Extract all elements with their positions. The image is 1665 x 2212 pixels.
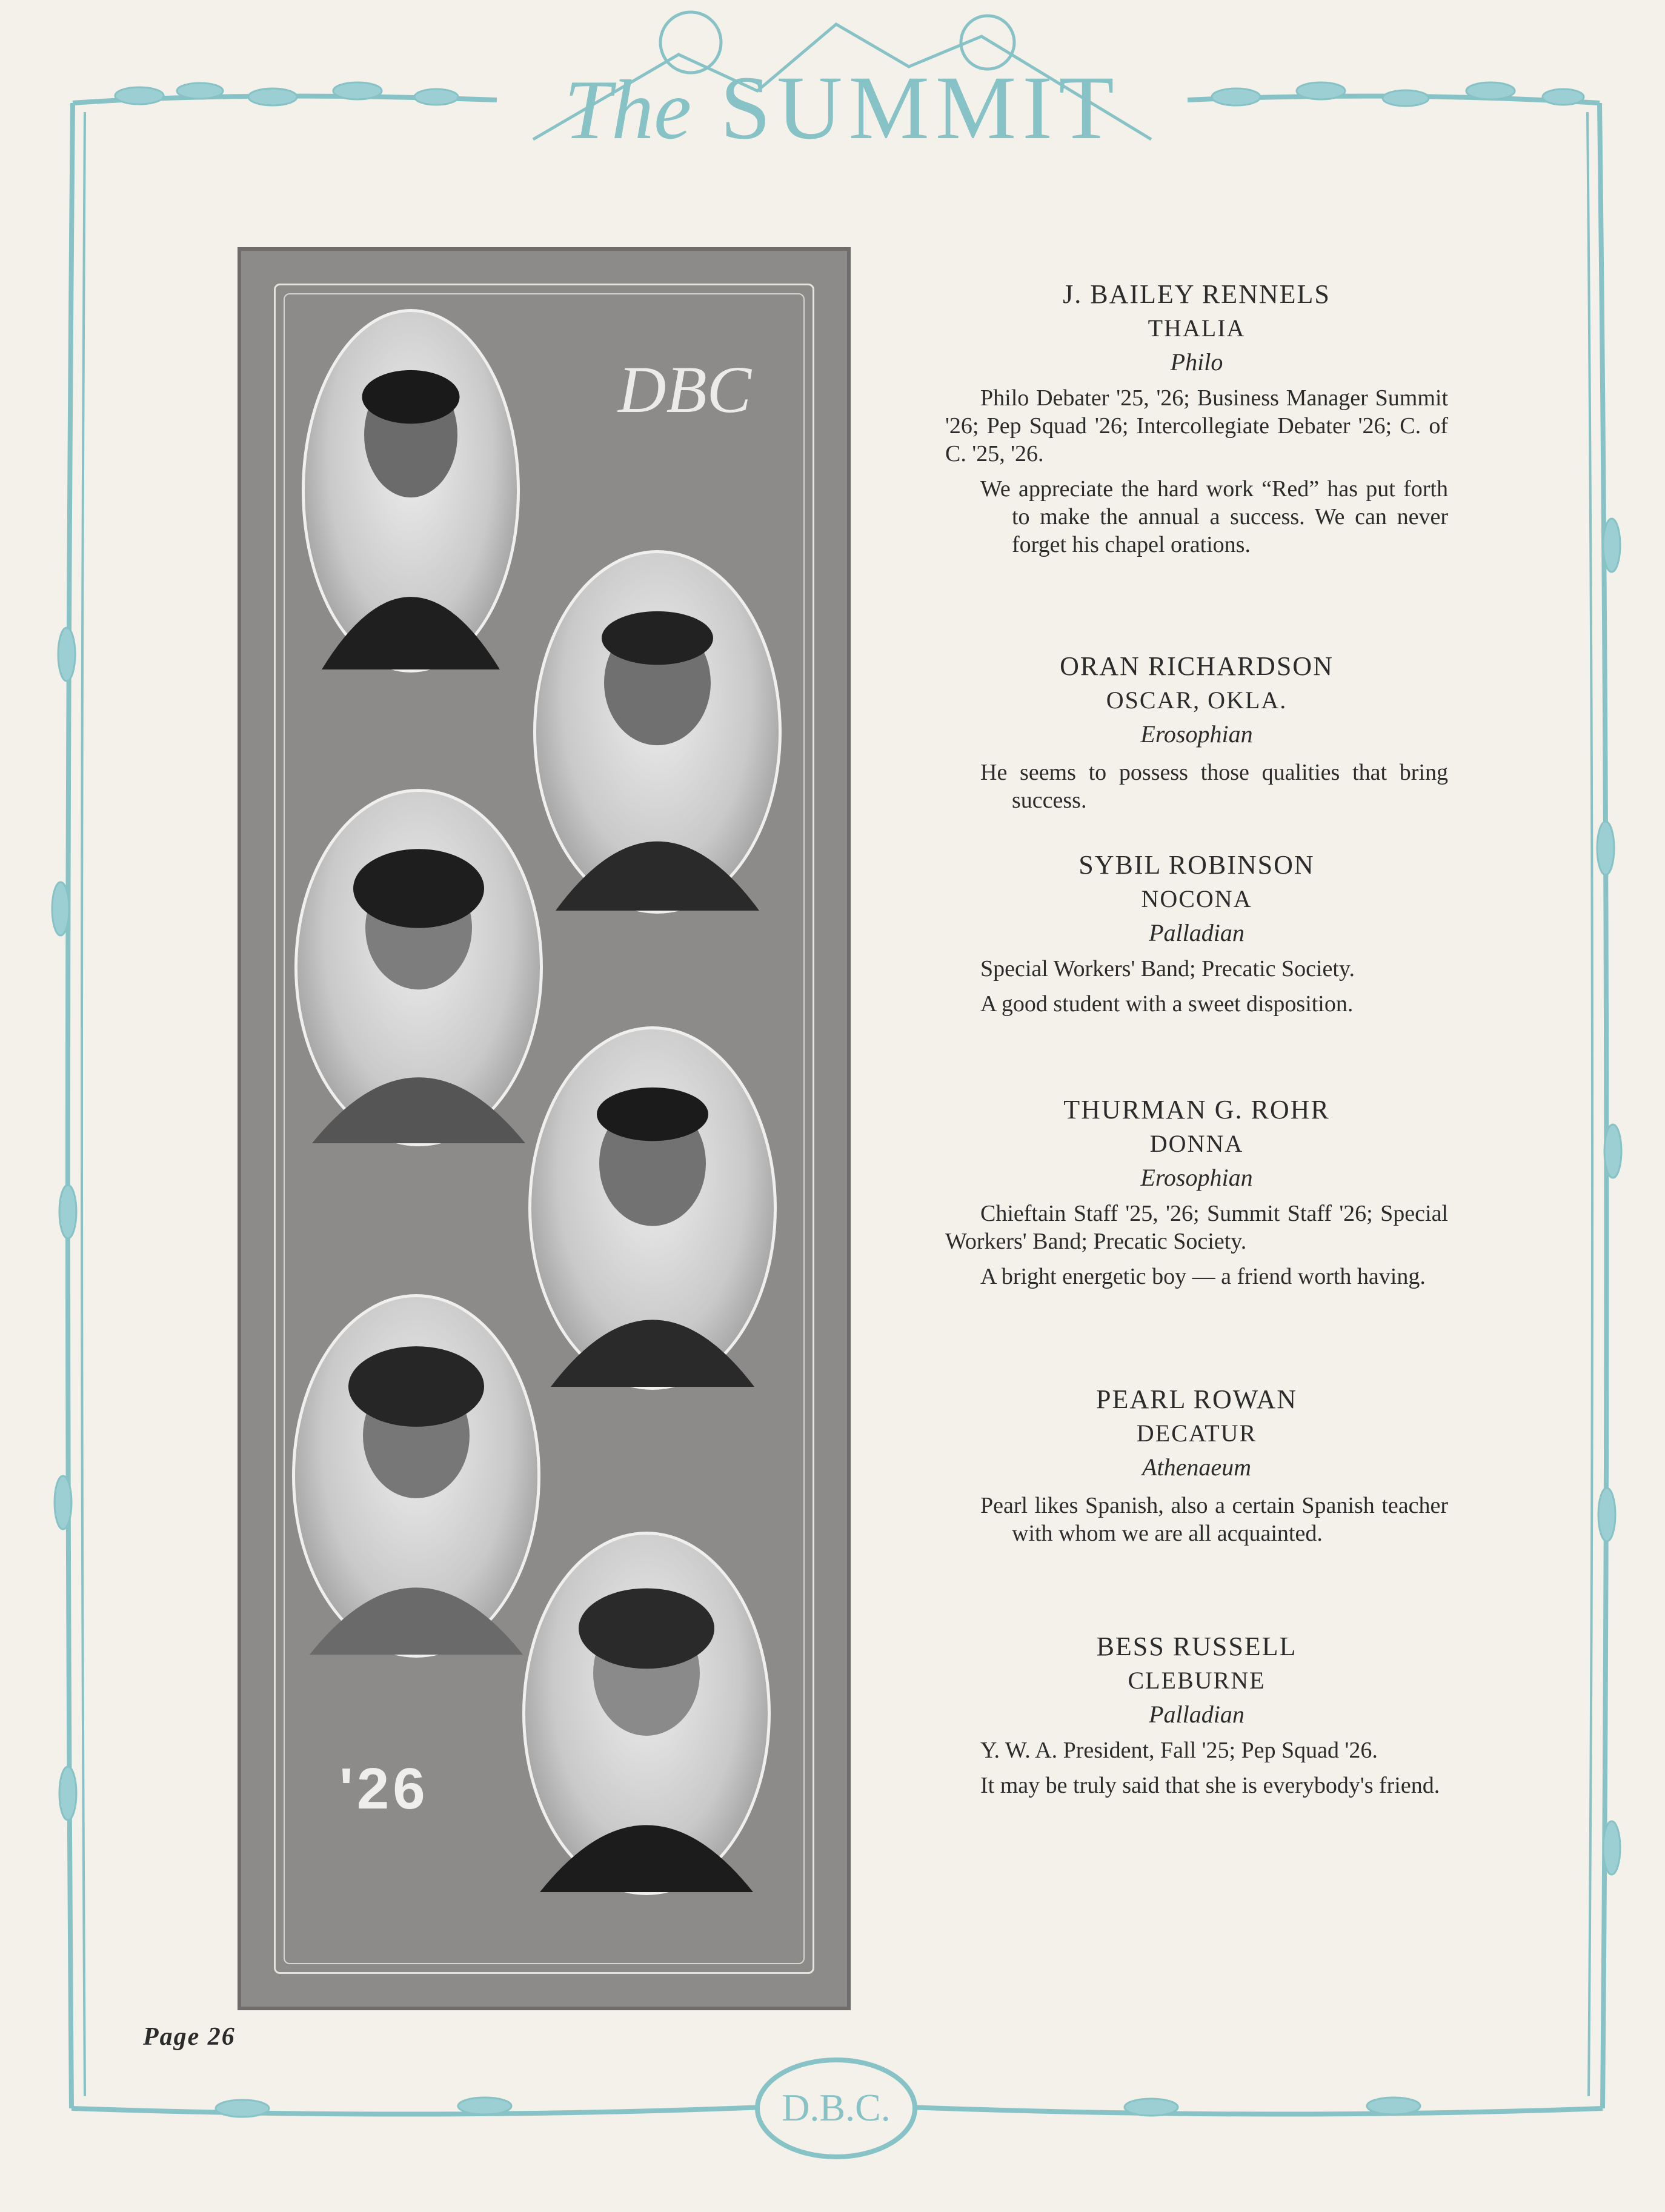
portrait-rohr (528, 1026, 777, 1390)
student-name: THURMAN G. ROHR (1063, 1095, 1330, 1124)
student-name: SYBIL ROBINSON (1078, 850, 1315, 880)
svg-text:DBC: DBC (618, 353, 751, 427)
student-comment: We appreciate the hard work “Red” has put forth to make the annual a success. We can never forget his chapel orations. (980, 476, 1448, 557)
student-entry-rowan (945, 1383, 1448, 1547)
student-society: Erosophian (1140, 1164, 1253, 1191)
portrait-richardson (533, 550, 782, 914)
student-comment: A good student with a sweet disposition. (980, 991, 1354, 1017)
student-name: ORAN RICHARDSON (1060, 651, 1334, 681)
student-comment: He seems to possess those qualities that bring success. (980, 760, 1448, 813)
page-header-title (509, 58, 1175, 158)
portrait-rowan (292, 1294, 540, 1658)
footer-seal-text: D.B.C. (782, 2086, 891, 2129)
student-entry-rohr (945, 1093, 1448, 1290)
student-comment: It may be truly said that she is everybody's friend. (980, 1773, 1440, 1798)
portrait-robinson (294, 789, 543, 1146)
header-title-main: SUMMIT (720, 58, 1120, 158)
student-activities: Y. W. A. President, Fall '25; Pep Squad '26. (980, 1738, 1378, 1763)
student-town: DECATUR (1136, 1420, 1257, 1447)
student-society: Erosophian (1140, 720, 1253, 748)
student-comment: Pearl likes Spanish, also a certain Spanish teacher with whom we are all acquainted. (980, 1493, 1448, 1546)
student-name: BESS RUSSELL (1096, 1632, 1297, 1661)
student-entry-robinson (945, 848, 1448, 1018)
student-society: Philo (1170, 348, 1223, 376)
dbc-monogram-icon (606, 345, 751, 448)
student-town: OSCAR, OKLA. (1106, 686, 1288, 714)
student-activities: Chieftain Staff '25, '26; Summit Staff '26; Special Workers' Band; Precatic Society. (945, 1201, 1448, 1254)
student-name: PEARL ROWAN (1095, 1384, 1298, 1414)
page-number: Page 26 (143, 2023, 236, 2051)
student-town: NOCONA (1141, 885, 1252, 912)
student-activities: Special Workers' Band; Precatic Society. (980, 956, 1355, 981)
student-entry-russell (945, 1630, 1448, 1799)
student-society: Palladian (1149, 1701, 1245, 1728)
student-name: J. BAILEY RENNELS (1063, 279, 1331, 309)
portrait-russell (522, 1532, 771, 1895)
student-town: CLEBURNE (1128, 1667, 1266, 1694)
student-activities: Philo Debater '25, '26; Business Manager Summit '26; Pep Squad '26; Intercollegiate Debater '26; C. of C. '25, '26. (945, 385, 1448, 467)
student-entry-rennels (945, 277, 1448, 559)
student-society: Palladian (1149, 919, 1245, 946)
class-year-label: '26 (339, 1756, 429, 1821)
header-title-script: The (564, 63, 692, 157)
student-town: THALIA (1148, 314, 1246, 342)
portrait-rennels (302, 309, 520, 673)
student-comment: A bright energetic boy — a friend worth having. (980, 1264, 1426, 1289)
student-town: DONNA (1149, 1130, 1244, 1157)
student-entry-richardson (945, 649, 1448, 814)
student-society: Athenaeum (1142, 1453, 1251, 1481)
